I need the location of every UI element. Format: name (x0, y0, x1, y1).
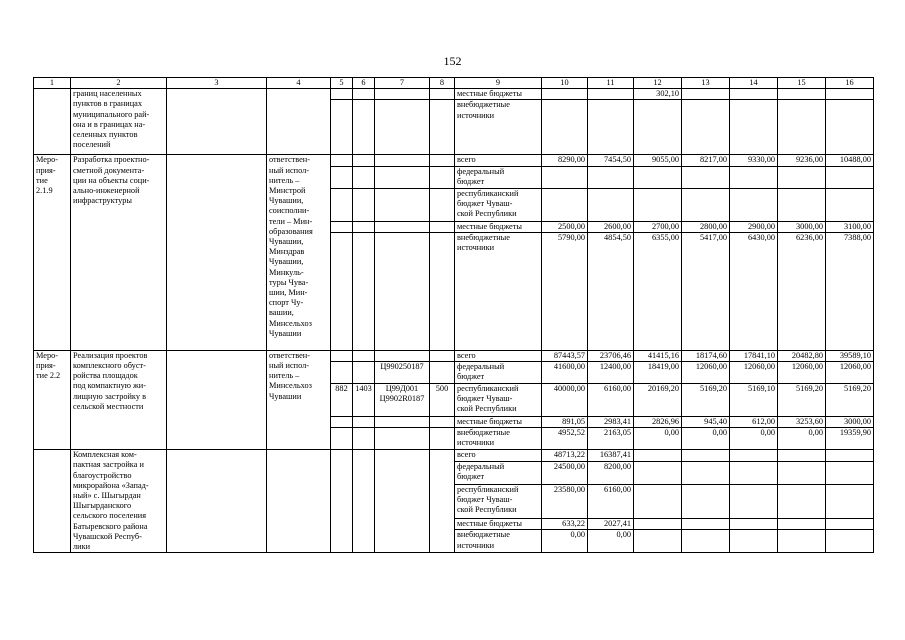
value-cell (826, 450, 874, 462)
column-number: 4 (267, 78, 331, 89)
source-label: местные бюджеты (455, 417, 542, 428)
value-cell (826, 89, 874, 100)
table-cell (430, 428, 455, 450)
value-cell (634, 518, 682, 530)
value-cell: 7454,50 (588, 155, 634, 166)
table-row (34, 350, 874, 361)
table-cell (353, 89, 375, 100)
value-cell: 6430,00 (730, 232, 778, 350)
value-cell (730, 518, 778, 530)
value-cell: 8200,00 (588, 461, 634, 484)
value-cell: 9236,00 (778, 155, 826, 166)
value-cell (588, 166, 634, 188)
table-cell (430, 155, 455, 166)
column-number: 13 (682, 78, 730, 89)
source-label: республиканский бюджет Чуваш- ской Республики (455, 384, 542, 417)
value-cell: 945,40 (682, 417, 730, 428)
row-description: Комплексная ком- пактная застройка и благоустройство микрорайона «Запад- ный» с. Шыгырдан Шыгырданского сельского поселения Батыревского района Чувашской Респуб- лики (71, 450, 167, 553)
column-number: 11 (588, 78, 634, 89)
table-cell (331, 450, 353, 553)
value-cell (682, 461, 730, 484)
value-cell: 8217,00 (682, 155, 730, 166)
value-cell (542, 89, 588, 100)
value-cell: 9330,00 (730, 155, 778, 166)
value-cell (778, 89, 826, 100)
budget-code: 500 (430, 384, 455, 417)
value-cell: 5169,10 (730, 384, 778, 417)
table-cell (375, 417, 430, 428)
value-cell (682, 188, 730, 221)
value-cell: 2163,05 (588, 428, 634, 450)
value-cell: 2826,96 (634, 417, 682, 428)
value-cell (778, 100, 826, 155)
source-label: местные бюджеты (455, 518, 542, 530)
table-cell (353, 428, 375, 450)
row-description: Разработка проектно- сметной документа- ции на объекты соци- ально-инженерной инфраструктуры (71, 155, 167, 350)
value-cell (634, 450, 682, 462)
value-cell: 3253,60 (778, 417, 826, 428)
value-cell (730, 188, 778, 221)
source-label: республиканский бюджет Чуваш- ской Республики (455, 484, 542, 518)
value-cell: 23706,46 (588, 350, 634, 361)
value-cell: 2900,00 (730, 221, 778, 232)
value-cell: 302,10 (634, 89, 682, 100)
budget-code: Ц99Д001 Ц9902R0187 (375, 384, 430, 417)
source-label: всего (455, 155, 542, 166)
table-cell (331, 350, 353, 361)
value-cell (634, 166, 682, 188)
value-cell (730, 89, 778, 100)
value-cell (826, 166, 874, 188)
value-cell (826, 530, 874, 553)
value-cell: 12060,00 (778, 362, 826, 384)
table-cell (267, 89, 331, 155)
budget-code: Ц990250187 (375, 362, 430, 384)
column-number-row (34, 78, 874, 89)
table-cell (430, 350, 455, 361)
table-cell (430, 166, 455, 188)
value-cell: 5417,00 (682, 232, 730, 350)
table-cell (375, 89, 430, 100)
table-cell (430, 232, 455, 350)
column-number: 1 (34, 78, 71, 89)
value-cell: 2600,00 (588, 221, 634, 232)
value-cell: 0,00 (778, 428, 826, 450)
value-cell: 12060,00 (730, 362, 778, 384)
value-cell (730, 100, 778, 155)
value-cell (682, 530, 730, 553)
value-cell: 10488,00 (826, 155, 874, 166)
responsible-executor: ответствен- ный испол- нитель – Минстрой Чувашии, соисполни- тели – Мин- образования Чувашии, Минздрав Чувашии, Минкуль- туры Чува- шии, Мин- спорт Чу- вашии, Минсельхоз Чувашии (267, 155, 331, 350)
table-cell (375, 155, 430, 166)
value-cell: 18419,00 (634, 362, 682, 384)
value-cell (826, 518, 874, 530)
value-cell (826, 461, 874, 484)
budget-table (33, 77, 874, 553)
budget-code: 1403 (353, 384, 375, 417)
column-number: 16 (826, 78, 874, 89)
value-cell (778, 518, 826, 530)
value-cell: 23580,00 (542, 484, 588, 518)
table-cell (353, 362, 375, 384)
table-row (34, 155, 874, 166)
value-cell: 3000,00 (778, 221, 826, 232)
page-number: 152 (443, 54, 462, 68)
source-label: местные бюджеты (455, 221, 542, 232)
table-cell (430, 221, 455, 232)
source-label: внебюджетные источники (455, 530, 542, 553)
value-cell (682, 100, 730, 155)
value-cell: 891,05 (542, 417, 588, 428)
row-description: границ населенных пунктов в границах муниципального рай- она и в границах на- селенных пунктов поселений (71, 89, 167, 155)
value-cell (634, 100, 682, 155)
value-cell: 2500,00 (542, 221, 588, 232)
value-cell: 0,00 (588, 530, 634, 553)
table-cell (375, 350, 430, 361)
column-number: 10 (542, 78, 588, 89)
value-cell: 4952,52 (542, 428, 588, 450)
column-number: 7 (375, 78, 430, 89)
value-cell (588, 89, 634, 100)
table-cell (167, 350, 267, 449)
source-label: внебюджетные источники (455, 428, 542, 450)
value-cell (778, 166, 826, 188)
value-cell: 612,00 (730, 417, 778, 428)
value-cell (682, 166, 730, 188)
table-cell (331, 417, 353, 428)
table-cell (375, 166, 430, 188)
table-cell (331, 428, 353, 450)
source-label: федеральный бюджет (455, 166, 542, 188)
source-label: местные бюджеты (455, 89, 542, 100)
value-cell: 0,00 (682, 428, 730, 450)
value-cell (778, 450, 826, 462)
value-cell (542, 100, 588, 155)
table-cell (331, 166, 353, 188)
table-cell (331, 232, 353, 350)
source-label: внебюджетные источники (455, 232, 542, 350)
table-cell (430, 89, 455, 100)
column-number: 15 (778, 78, 826, 89)
value-cell: 48713,22 (542, 450, 588, 462)
value-cell: 6355,00 (634, 232, 682, 350)
value-cell: 3100,00 (826, 221, 874, 232)
value-cell (826, 100, 874, 155)
value-cell: 16387,41 (588, 450, 634, 462)
value-cell: 12060,00 (826, 362, 874, 384)
value-cell: 2027,41 (588, 518, 634, 530)
table-cell (430, 188, 455, 221)
value-cell: 9055,00 (634, 155, 682, 166)
column-number: 8 (430, 78, 455, 89)
table-cell (375, 188, 430, 221)
column-number: 9 (455, 78, 542, 89)
value-cell: 0,00 (634, 428, 682, 450)
value-cell: 5169,20 (778, 384, 826, 417)
table-cell (353, 166, 375, 188)
column-number: 3 (167, 78, 267, 89)
value-cell: 6236,00 (778, 232, 826, 350)
source-label: всего (455, 350, 542, 361)
value-cell: 20169,20 (634, 384, 682, 417)
table-cell (331, 155, 353, 166)
source-label: федеральный бюджет (455, 362, 542, 384)
table-cell (430, 417, 455, 428)
activity-number: Меро- прия- тие 2.1.9 (34, 155, 71, 350)
value-cell: 24500,00 (542, 461, 588, 484)
table-cell (375, 428, 430, 450)
value-cell (682, 518, 730, 530)
value-cell (634, 484, 682, 518)
value-cell: 41600,00 (542, 362, 588, 384)
table-cell (331, 100, 353, 155)
value-cell: 20482,80 (778, 350, 826, 361)
value-cell: 633,22 (542, 518, 588, 530)
table-row (34, 89, 874, 100)
value-cell (588, 188, 634, 221)
table-cell (353, 232, 375, 350)
column-number: 12 (634, 78, 682, 89)
column-number: 5 (331, 78, 353, 89)
value-cell (634, 461, 682, 484)
value-cell: 0,00 (730, 428, 778, 450)
source-label: республиканский бюджет Чуваш- ской Республики (455, 188, 542, 221)
value-cell (778, 461, 826, 484)
column-number: 6 (353, 78, 375, 89)
value-cell: 87443,57 (542, 350, 588, 361)
value-cell: 7388,00 (826, 232, 874, 350)
table-cell (353, 450, 375, 553)
value-cell (542, 166, 588, 188)
table-cell (375, 100, 430, 155)
value-cell: 39589,10 (826, 350, 874, 361)
row-description: Реализация проектов комплексного обуст- ройства площадок под компактную жи- лищную застройку в сельской местности (71, 350, 167, 449)
value-cell: 5169,20 (682, 384, 730, 417)
value-cell: 12400,00 (588, 362, 634, 384)
column-number: 2 (71, 78, 167, 89)
value-cell (730, 484, 778, 518)
value-cell: 2800,00 (682, 221, 730, 232)
table-cell (353, 188, 375, 221)
value-cell (778, 484, 826, 518)
table-cell (353, 100, 375, 155)
value-cell: 8290,00 (542, 155, 588, 166)
value-cell: 41415,16 (634, 350, 682, 361)
value-cell: 2700,00 (634, 221, 682, 232)
value-cell (730, 166, 778, 188)
value-cell (682, 89, 730, 100)
table-row (34, 450, 874, 462)
value-cell: 18174,60 (682, 350, 730, 361)
table-cell (353, 417, 375, 428)
row-label (34, 89, 71, 155)
value-cell: 4854,50 (588, 232, 634, 350)
table-cell (267, 450, 331, 553)
value-cell (778, 188, 826, 221)
value-cell (730, 530, 778, 553)
value-cell: 19359,90 (826, 428, 874, 450)
value-cell (730, 461, 778, 484)
table-cell (331, 89, 353, 100)
source-label: внебюджетные источники (455, 100, 542, 155)
value-cell (778, 530, 826, 553)
value-cell: 6160,00 (588, 384, 634, 417)
value-cell (682, 484, 730, 518)
value-cell: 5169,20 (826, 384, 874, 417)
table-cell (430, 450, 455, 553)
table-cell (353, 155, 375, 166)
table-cell (375, 221, 430, 232)
value-cell: 5790,00 (542, 232, 588, 350)
column-number: 14 (730, 78, 778, 89)
table-cell (167, 450, 267, 553)
value-cell (826, 188, 874, 221)
value-cell: 6160,00 (588, 484, 634, 518)
value-cell (682, 450, 730, 462)
value-cell: 12060,00 (682, 362, 730, 384)
value-cell (542, 188, 588, 221)
value-cell (826, 484, 874, 518)
source-label: всего (455, 450, 542, 462)
table-cell (430, 100, 455, 155)
table-cell (430, 362, 455, 384)
responsible-executor: ответствен- ный испол- нитель – Минсельхоз Чувашии (267, 350, 331, 449)
value-cell (634, 530, 682, 553)
value-cell: 0,00 (542, 530, 588, 553)
budget-code: 882 (331, 384, 353, 417)
table-cell (331, 221, 353, 232)
table-cell (353, 350, 375, 361)
value-cell: 2983,41 (588, 417, 634, 428)
table-cell (167, 89, 267, 155)
table-cell (331, 188, 353, 221)
value-cell: 40000,00 (542, 384, 588, 417)
value-cell (634, 188, 682, 221)
table-cell (375, 232, 430, 350)
table-cell (353, 221, 375, 232)
value-cell: 17841,10 (730, 350, 778, 361)
table-cell (331, 362, 353, 384)
table-cell (167, 155, 267, 350)
value-cell: 3000,00 (826, 417, 874, 428)
source-label: федеральный бюджет (455, 461, 542, 484)
row-label (34, 450, 71, 553)
table-cell (375, 450, 430, 553)
value-cell (588, 100, 634, 155)
activity-number: Меро- прия- тие 2.2 (34, 350, 71, 449)
value-cell (730, 450, 778, 462)
